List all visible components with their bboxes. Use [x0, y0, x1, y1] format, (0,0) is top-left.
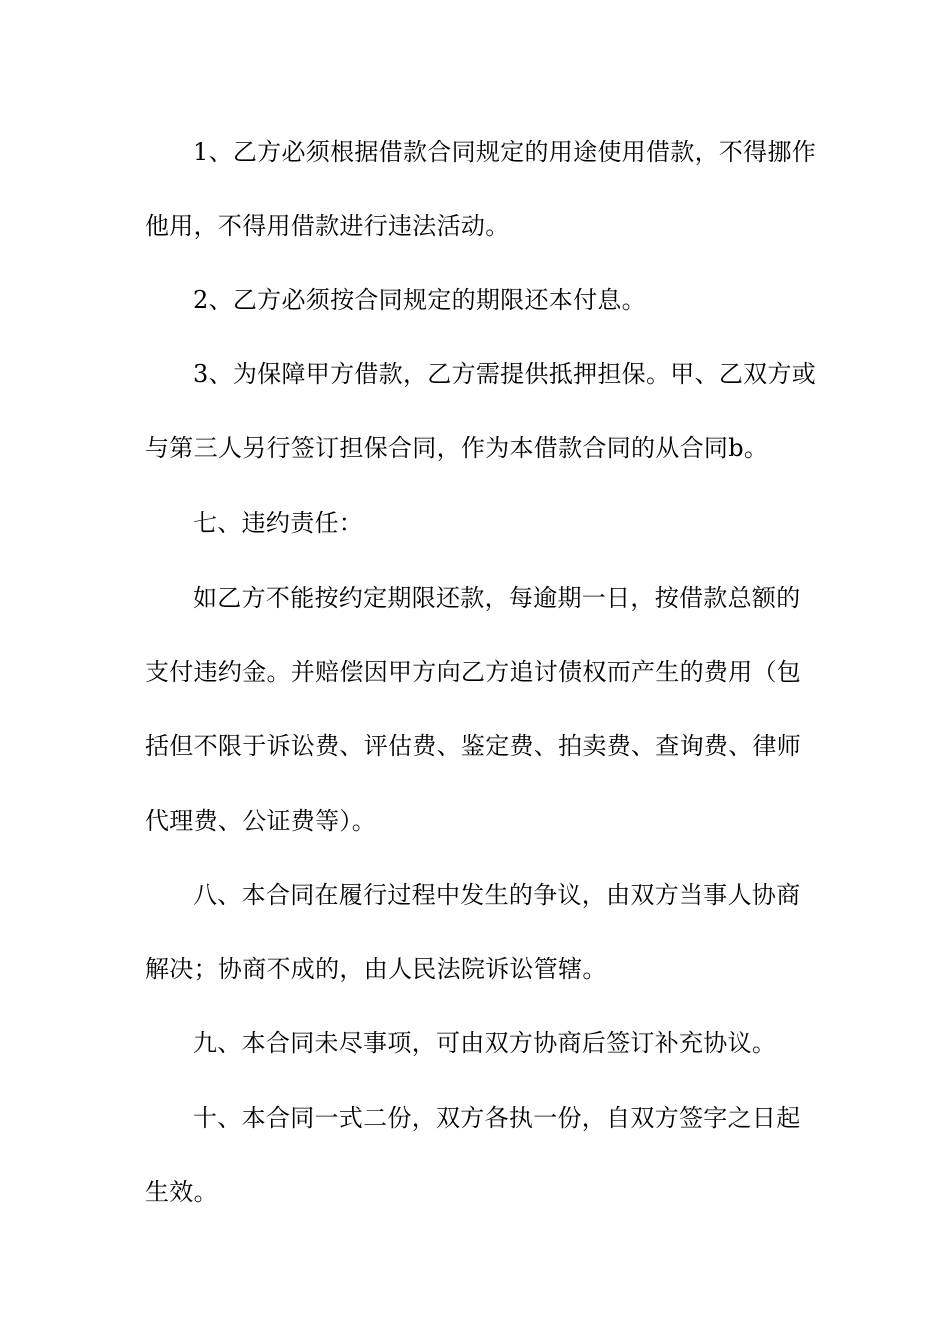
clause-3-line-1: 3、为保障甲方借款，乙方需提供抵押担保。甲、乙双方或	[193, 360, 817, 388]
section-10-line-2: 生效。	[145, 1178, 218, 1206]
section-7-line-2: 支付违约金。并赔偿因甲方向乙方追讨债权而产生的费用（包	[145, 658, 802, 686]
section-8-line-2: 解决；协商不成的，由人民法院诉讼管辖。	[145, 955, 607, 983]
section-7-line-3: 括但不限于诉讼费、评估费、鉴定费、拍卖费、查询费、律师	[145, 732, 802, 760]
section-7-heading: 七、违约责任：	[193, 509, 364, 537]
section-10-line-1: 十、本合同一式二份，双方各执一份，自双方签字之日起	[193, 1104, 801, 1132]
clause-2-line-1: 2、乙方必须按合同规定的期限还本付息。	[193, 286, 646, 314]
section-7-line-1: 如乙方不能按约定期限还款，每逾期一日，按借款总额的	[193, 584, 801, 612]
section-9-line-1: 九、本合同未尽事项，可由双方协商后签订补充协议。	[193, 1029, 777, 1057]
clause-1-line-2: 他用，不得用借款进行违法活动。	[145, 212, 510, 240]
section-8-line-1: 八、本合同在履行过程中发生的争议，由双方当事人协商	[193, 881, 801, 909]
clause-3-line-2: 与第三人另行签订担保合同，作为本借款合同的从合同b。	[145, 434, 769, 462]
section-7-line-4: 代理费、公证费等）。	[145, 807, 376, 835]
clause-1-line-1: 1、乙方必须根据借款合同规定的用途使用借款，不得挪作	[193, 138, 817, 166]
